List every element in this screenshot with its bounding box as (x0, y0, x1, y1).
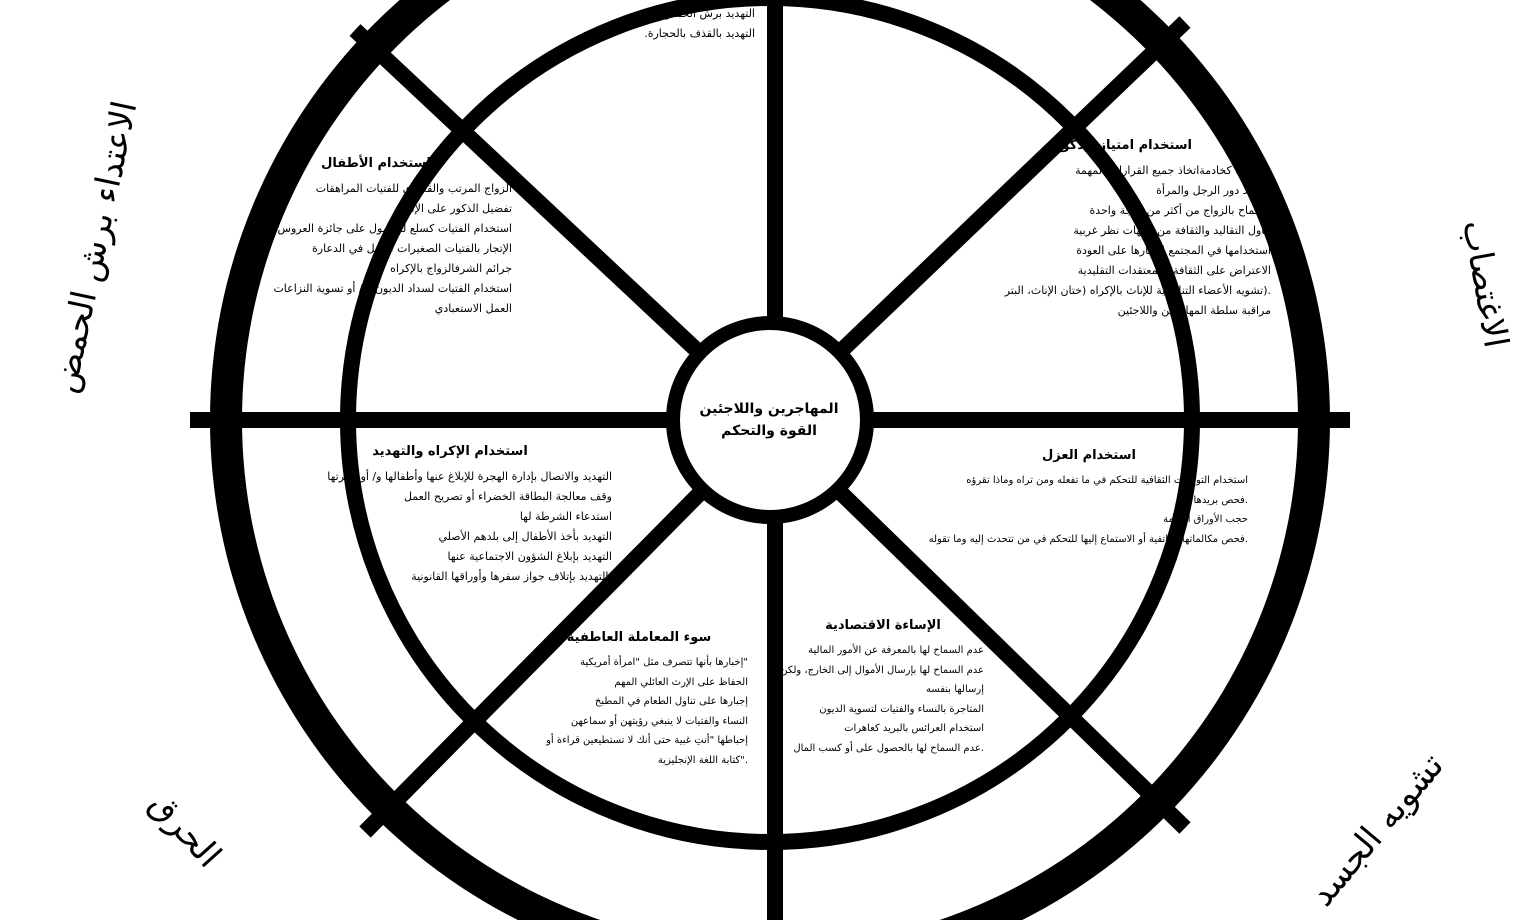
sector-item: معاملتها كخادمةاتخاذ جميع القرارات المهمة (1075, 164, 1271, 177)
sector-item: التهديد والاتصال بإدارة الهجرة للإبلاغ عنها وأطفالها و/ أو أسرتها (327, 470, 612, 483)
sector-item: الإتجار بالفتيات الصغيرات للعمل في الدعارة (312, 242, 512, 255)
rim-label-acid-attack: الاعتداء برش الحمض (44, 97, 146, 397)
sector-item: استخدام التوقعات الثقافية للتحكم في ما تفعله ومن تراه وماذا تقرؤه (966, 475, 1248, 486)
sector-isolation (930, 448, 1248, 549)
sector-item: التهديد بالقذف بالحجارة. (644, 27, 755, 40)
sector-item: استخدام العرائس بالبريد كعاهرات (844, 723, 984, 734)
hub-title-line1: المهاجرين واللاجئين (699, 401, 839, 417)
sector-item: ."كتابة اللغة الإنجليزية (657, 754, 748, 766)
sector-title: الإساءة الاقتصادية (825, 618, 941, 633)
sector-item: وقف معالجة البطاقة الخضراء أو تصريح العمل (403, 490, 612, 503)
sector-item: .(تشويه الأعضاء التناسلية للإناث بالإكراه (ختان الإناث، البتر (1004, 284, 1271, 297)
sector-item: .فحص مكالماتها الهاتفية أو الاستماع إليها للتحكم في من تتحدث إليه وما تقوله (928, 533, 1248, 545)
sector-item: .تحديد دور الرجل والمرأة (1156, 184, 1271, 197)
sector-item: التهديد برش الحمض (662, 7, 755, 20)
sector-item: إرسالها بنفسه (925, 684, 984, 695)
sector-title: استخدام الإكراه والتهديد (372, 444, 528, 459)
sector-item: استخدامها في المجتمع لإجبارها على العودة (1076, 244, 1271, 257)
sector-item: السماح بالزواج من أكثر من زوجة واحدة (1089, 204, 1271, 217)
sector-item: عدم السماح لها بإرسال الأموال إلى الخارج، ولكن (780, 664, 984, 676)
sector-item: تناول التقاليد والثقافة من وجهات نظر غربية (1073, 224, 1271, 237)
sector-item: مراقبة سلطة المهاجرين واللاجئين (1117, 304, 1271, 317)
rim-label-mutilation: تشويه الجسد (1301, 745, 1453, 915)
sector-item: الزواج المرتب والقسري للفتيات المراهقات (315, 182, 512, 195)
sector-item: .فحص بريدها (1193, 494, 1248, 506)
sector-item: إجبارها على تناول الطعام في المطبخ (594, 696, 748, 707)
sector-title: استخدام امتياز الذكور (1054, 138, 1192, 153)
sector-top-left-partial (560, 4, 755, 44)
sector-item: استخدام الفتيات لسداد الديون و / أو تسوية النزاعات (273, 282, 512, 295)
sector-title: استخدام الأطفال (321, 156, 431, 171)
sector-item: الحفاظ على الإرث العائلي المهم (614, 676, 748, 688)
sector-item: النساء والفتيات لا ينبغي رؤيتهن أو سماعهن (570, 715, 748, 727)
sector-coercion-threats (288, 444, 612, 587)
sector-title: استخدام العزل (1042, 448, 1136, 463)
hub-title-line2: القوة والتحكم (721, 423, 817, 439)
sector-item: .عدم السماح لها بالحصول على أو كسب المال (793, 742, 984, 754)
sector-item: .التهديد بإتلاف جواز سفرها وأوراقها القانونية (411, 570, 612, 583)
sector-using-children (240, 156, 512, 319)
sector-item: عدم السماح لها بالمعرفة عن الأمور المالية (808, 645, 984, 656)
sector-economic-abuse (782, 618, 984, 758)
sector-item: حجب الأوراق المهمة (1163, 514, 1248, 525)
rim-label-rape: الاغتصاب (1454, 217, 1516, 351)
sector-item: إحباطها "أنتِ غبية حتى أنك لا تستطيعين قراءة أو (546, 735, 748, 746)
sector-item: العمل الاستعبادي (434, 302, 512, 315)
sector-item: جرائم الشرفالزواج بالإكراه (390, 262, 512, 275)
sector-item: استدعاء الشرطة لها (519, 510, 612, 523)
sector-item: "إخبارها بأنها تتصرف مثل "امرأة أمريكية (580, 657, 748, 668)
sector-male-privilege (975, 138, 1271, 321)
sector-item: الاعتراض على الثقافة والمعتقدات التقليدية (1077, 264, 1271, 277)
sector-item: استخدام الفتيات كسلع للحصول على جائزة العروس / المهر (242, 222, 512, 235)
sector-item: المتاجرة بالنساء والفتيات لتسوية الديون (819, 703, 984, 715)
sector-title: سوء المعاملة العاطفية (566, 630, 712, 645)
sector-item: التهديد بأخذ الأطفال إلى بلدهم الأصلي (438, 530, 612, 543)
rim-label-burning: الحرق (141, 784, 229, 876)
sector-emotional-abuse (530, 630, 748, 770)
hub-label (664, 350, 874, 490)
sector-item: تفضيل الذكور على الإناث (397, 202, 512, 215)
sector-item: التهديد بإبلاغ الشؤون الاجتماعية عنها (447, 550, 612, 563)
